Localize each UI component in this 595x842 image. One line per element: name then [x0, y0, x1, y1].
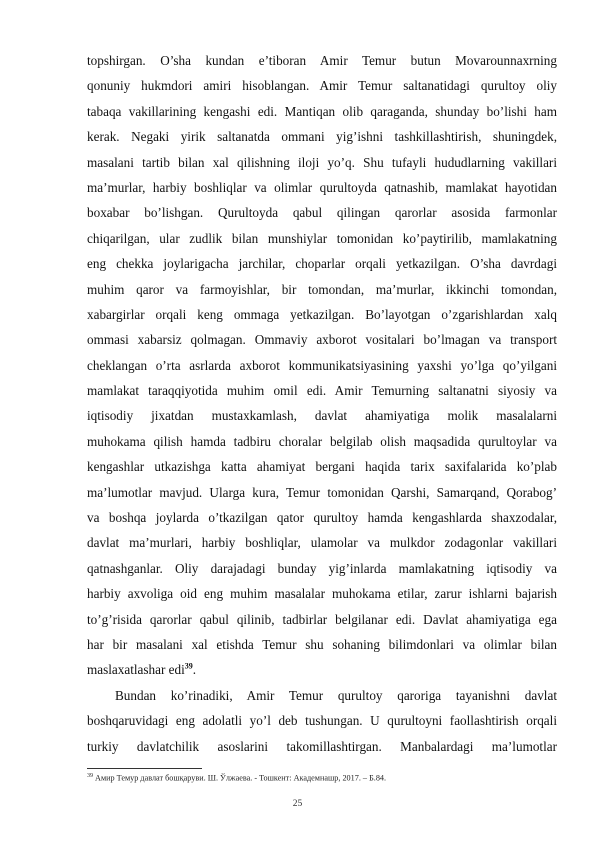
text-line: muhim qaror va farmoyishlar, bir tomondan, ma’murlar, ikkinchi tomondan,: [87, 281, 557, 297]
text-line: ma’lumotlar mavjud. Ularga kura, Temur tomonidan Qarshi, Samarqand, Qorabog’: [87, 484, 557, 500]
text-line: davlat ma’murlari, harbiy boshliqlar, ulamolar va mulkdor zodagonlar vakillari: [87, 535, 557, 551]
text-line: harbiy axvoliga oid eng muhim masalalar muhokama etilar, zarur ishlarni bajarish: [87, 586, 557, 602]
text-line: chiqarilgan, ular zudlik bilan munshiylar tomonidan ko’paytirilib, mamlakatning: [87, 230, 557, 246]
text-line: cheklangan o’rta asrlarda axborot kommunikatsiyasining yaxshi yo’lga qo’yilgani: [87, 357, 557, 373]
text-line: har bir masalani xal etishda Temur shu sohaning bilimdonlari va olimlar bilan: [87, 636, 557, 652]
footnote-separator: [87, 768, 202, 769]
text-line: qonuniy hukmdori amiri hisoblangan. Amir Temur saltanatidagi qurultoy oliy: [87, 78, 557, 94]
text-line: kerak. Negaki yirik saltanatda ommani yig’ishni tashkillashtirish, shuningdek,: [87, 129, 557, 145]
period: .: [192, 662, 197, 678]
text-line: boxabar bo’lishgan. Qurultoyda qabul qilingan qarorlar asosida farmonlar: [87, 205, 557, 221]
paragraph-1-last-line: [87, 657, 557, 682]
text-line: tabaqa vakillarining kengashi edi. Mantiqan olib qaraganda, shunday bo’lishi ham: [87, 103, 557, 119]
text-line: muhokama qilish hamda tadbiru choralar belgilab olish maqsadida qurultoylar va: [87, 433, 557, 449]
text-line: boshqaruvidagi eng adolatli yo’l deb tushungan. U qurultoyni faollashtirish orqali: [87, 713, 557, 729]
document-body: [87, 48, 557, 759]
text-line: masalani tartib bilan xal qilishning iloji yo’q. Shu tufayli hududlarning vakillari: [87, 154, 557, 170]
footnote-number: 39: [87, 773, 93, 779]
text-line: va boshqa joylarda o’tkazilgan qator qurultoy hamda kengashlarda shaxzodalar,: [87, 510, 557, 526]
text-line: topshirgan. O’sha kundan e’tiboran Amir Temur butun Movarounnaxrning: [87, 53, 557, 68]
text-line: ommasi xabarsiz qolmagan. Ommaviy axborot vositalari bo’lmagan va transport: [87, 332, 557, 348]
footnote-text: Амир Темур давлат бошқаруви. Ш. Ўлжаева. - Тошкент: Академнашр, 2017. – Б.84.: [93, 773, 387, 783]
text-line: xabargirlar orqali keng ommaga yetkazilgan. Bo’layotgan o’zgarishlardan xalq: [87, 306, 557, 322]
text-line: ma’murlar, harbiy boshliqlar va olimlar qurultoyda qatnashib, mamlakat hayotidan: [87, 179, 557, 195]
footnote: [87, 773, 386, 783]
footnote-reference[interactable]: 39: [184, 661, 193, 671]
last-line-text: maslaxatlashar edi: [87, 662, 185, 678]
paragraph-1: [87, 48, 557, 657]
text-line: iqtisodiy jixatdan mustaxkamlash, davlat ahamiyatiga molik masalalarni: [87, 408, 557, 424]
paragraph-2: [87, 683, 557, 759]
text-line: mamlakat taraqqiyotida muhim omil edi. Amir Temurning saltanatni siyosiy va: [87, 383, 557, 399]
text-line: eng chekka joylarigacha jarchilar, choparlar orqali yetkazilgan. O’sha davrdagi: [87, 256, 557, 272]
text-line: turkiy davlatchilik asoslarini takomillashtirgan. Manbalardagi ma’lumotlar: [87, 738, 557, 754]
text-line: qatnashganlar. Oliy darajadagi bunday yig’inlarda mamlakatning iqtisodiy va: [87, 560, 557, 576]
text-line: kengashlar utkazishga katta ahamiyat bergani haqida tarix saxifalarida ko’plab: [87, 459, 557, 475]
page-number: 25: [292, 799, 303, 809]
text-line: Bundan ko’rinadiki, Amir Temur qurultoy qaroriga tayanishni davlat: [115, 687, 557, 703]
text-line: to’g’risida qarorlar qabul qilinib, tadbirlar belgilanar edi. Davlat ahamiyatiga ega: [87, 611, 557, 627]
